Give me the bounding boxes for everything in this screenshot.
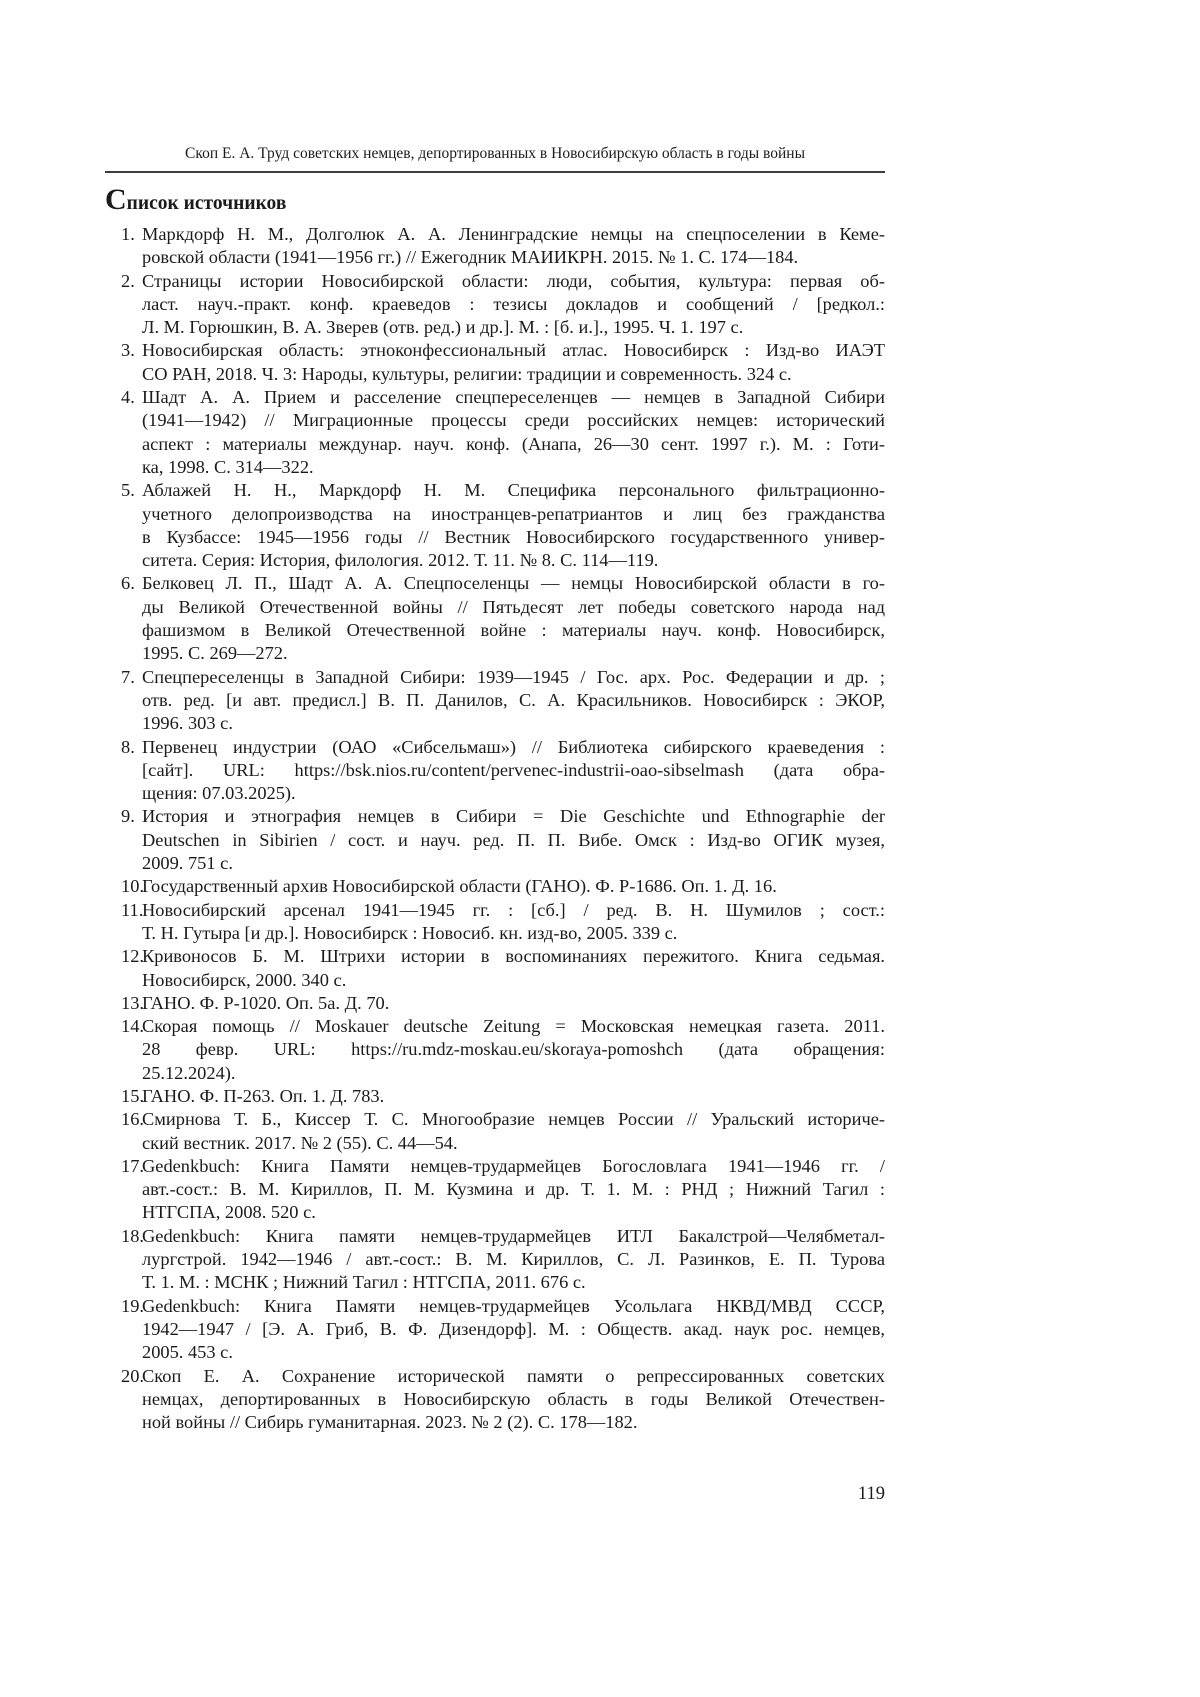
- reference-line: Новосибирский арсенал 1941—1945 гг. : [сб.] / ред. В. Н. Шумилов ; сост.:: [142, 899, 885, 920]
- reference-item: [105, 899, 885, 946]
- reference-number: 18.: [121, 1225, 144, 1246]
- reference-line: 25.12.2024).: [142, 1062, 236, 1083]
- reference-item: [105, 223, 885, 270]
- reference-line: ГАНО. Ф. П-263. Оп. 1. Д. 783.: [142, 1085, 385, 1106]
- reference-item: [105, 992, 885, 1015]
- reference-number: 2.: [121, 270, 135, 291]
- reference-number: 10.: [121, 876, 144, 897]
- reference-item: [105, 479, 885, 572]
- reference-line: 2005. 453 с.: [142, 1342, 233, 1363]
- reference-number: 20.: [121, 1365, 144, 1386]
- reference-line: Gedenkbuch: Книга Памяти немцев-трудармейцев Усольлага НКВД/МВД СССР,: [142, 1295, 885, 1316]
- reference-number: 1.: [121, 224, 135, 244]
- reference-item: [105, 572, 885, 665]
- reference-line: Новосибирская область: этноконфессиональный атлас. Новосибирск : Изд-во ИАЭТ: [142, 340, 885, 361]
- reference-line: ский вестник. 2017. № 2 (55). С. 44—54.: [142, 1132, 458, 1153]
- reference-number: 14.: [121, 1016, 144, 1037]
- reference-line: ситета. Серия: История, филология. 2012. Т. 11. № 8. С. 114—119.: [142, 550, 659, 571]
- reference-item: [105, 1108, 885, 1155]
- reference-line: Gedenkbuch: Книга Памяти немцев-трудармейцев Богословлага 1941—1946 гг. /: [142, 1155, 885, 1176]
- reference-item: [105, 1085, 885, 1108]
- reference-number: 13.: [121, 992, 144, 1013]
- reference-item: [105, 1365, 885, 1435]
- reference-line: ровской области (1941—1956 гг.) // Ежегодник МАИИКРН. 2015. № 1. С. 174—184.: [142, 247, 799, 268]
- reference-number: 15.: [121, 1085, 144, 1106]
- reference-item: [105, 1295, 885, 1365]
- reference-line: Смирнова Т. Б., Киссер Т. С. Многообразие немцев России // Уральский историче-: [142, 1109, 885, 1130]
- reference-item: [105, 386, 885, 479]
- reference-item: [105, 805, 885, 875]
- reference-line: Т. 1. М. : МСНК ; Нижний Тагил : НТГСПА, 2011. 676 с.: [142, 1272, 586, 1293]
- reference-list: [105, 223, 885, 1434]
- reference-line: История и этнография немцев в Сибири = Die Geschichte und Ethnographie der: [142, 806, 885, 827]
- reference-line: щения: 07.03.2025).: [142, 783, 296, 804]
- reference-line: ка, 1998. С. 314—322.: [142, 456, 314, 477]
- reference-number: 19.: [121, 1295, 144, 1316]
- reference-item: [105, 736, 885, 806]
- section-title-rest: писок источников: [126, 193, 287, 214]
- reference-line: учетного делопроизводства на иностранцев-репатриантов и лиц без гражданства: [142, 503, 885, 524]
- reference-line: (1941—1942) // Миграционные процессы среди российских немцев: исторический: [142, 410, 885, 431]
- reference-number: 8.: [121, 736, 135, 757]
- reference-number: 9.: [121, 806, 135, 827]
- reference-line: СО РАН, 2018. Ч. 3: Народы, культуры, религии: традиции и современность. 324 с.: [142, 363, 792, 384]
- reference-line: ной войны // Сибирь гуманитарная. 2023. № 2 (2). С. 178—182.: [142, 1412, 638, 1433]
- running-header: Скоп Е. А. Труд советских немцев, депортированных в Новосибирскую область в годы войны: [105, 144, 885, 173]
- reference-line: 2009. 751 с.: [142, 853, 233, 874]
- reference-line: Белковец Л. П., Шадт А. А. Спецпоселенцы — немцы Новосибирской области в го-: [142, 573, 885, 594]
- reference-line: [сайт]. URL: https://bsk.nios.ru/content/pervenec-industrii-oao-sibselmash (дата обра-: [142, 759, 885, 780]
- reference-line: Аблажей Н. Н., Маркдорф Н. М. Специфика персонального фильтрационно-: [142, 480, 885, 501]
- reference-number: 17.: [121, 1155, 144, 1176]
- reference-number: 16.: [121, 1109, 144, 1130]
- reference-item: [105, 1015, 885, 1085]
- reference-line: ды Великой Отечественной войны // Пятьдесят лет победы советского народа над: [142, 596, 885, 617]
- reference-item: [105, 666, 885, 736]
- reference-line: 1995. С. 269—272.: [142, 643, 288, 664]
- reference-line: Л. М. Горюшкин, В. А. Зверев (отв. ред.) и др.]. М. : [б. и.]., 1995. Ч. 1. 197 с.: [142, 317, 744, 338]
- reference-line: лургстрой. 1942—1946 / авт.-сост.: В. М. Кириллов, С. Л. Разинков, Е. П. Турова: [142, 1249, 885, 1270]
- reference-number: 5.: [121, 480, 135, 501]
- reference-line: 1942—1947 / [Э. А. Гриб, В. Ф. Дизендорф]. М. : Обществ. акад. наук рос. немцев,: [142, 1318, 885, 1339]
- reference-number: 6.: [121, 573, 135, 594]
- reference-line: Т. Н. Гутыра [и др.]. Новосибирск : Новосиб. кн. изд-во, 2005. 339 с.: [142, 922, 678, 943]
- reference-line: Deutschen in Sibirien / сост. и науч. ред. П. П. Вибе. Омск : Изд-во ОГИК музея,: [142, 829, 885, 850]
- reference-line: Маркдорф Н. М., Долголюк А. А. Ленинградские немцы на спецпоселении в Кеме-: [142, 224, 885, 244]
- reference-line: Государственный архив Новосибирской области (ГАНО). Ф. Р-1686. Оп. 1. Д. 16.: [142, 876, 777, 897]
- reference-number: 7.: [121, 666, 135, 687]
- reference-line: Скоп Е. А. Сохранение исторической памяти о репрессированных советских: [142, 1365, 885, 1386]
- reference-number: 11.: [121, 899, 144, 920]
- reference-item: [105, 945, 885, 992]
- page-number: 119: [857, 1484, 885, 1504]
- reference-line: Gedenkbuch: Книга памяти немцев-трудармейцев ИТЛ Бакалстрой—Челябметал-: [142, 1225, 885, 1246]
- page-content: [105, 0, 885, 1434]
- reference-line: Первенец индустрии (ОАО «Сибсельмаш») // Библиотека сибирского краеведения :: [142, 736, 885, 757]
- reference-line: аспект : материалы междунар. науч. конф. (Анапа, 26—30 сент. 1997 г.). М. : Готи-: [142, 433, 885, 454]
- reference-number: 4.: [121, 387, 135, 408]
- reference-item: [105, 339, 885, 386]
- reference-line: Скорая помощь // Moskauer deutsche Zeitung = Московская немецкая газета. 2011.: [142, 1016, 885, 1037]
- reference-number: 12.: [121, 946, 144, 967]
- reference-line: ГАНО. Ф. Р-1020. Оп. 5а. Д. 70.: [142, 992, 390, 1013]
- reference-line: авт.-сост.: В. М. Кириллов, П. М. Кузмина и др. Т. 1. М. : РНД ; Нижний Тагил :: [142, 1179, 885, 1200]
- reference-line: НТГСПА, 2008. 520 с.: [142, 1202, 316, 1223]
- reference-line: немцах, депортированных в Новосибирскую область в годы Великой Отечествен-: [142, 1388, 885, 1409]
- section-title-initial: С: [105, 183, 127, 216]
- reference-number: 3.: [121, 340, 135, 361]
- section-title: [105, 182, 885, 218]
- reference-line: отв. ред. [и авт. предисл.] В. П. Данилов, С. А. Красильников. Новосибирск : ЭКОР,: [142, 689, 885, 710]
- reference-line: фашизмом в Великой Отечественной войне : материалы науч. конф. Новосибирск,: [142, 620, 885, 641]
- reference-line: ласт. науч.-практ. конф. краеведов : тезисы докладов и сообщений / [редкол.:: [142, 293, 885, 314]
- reference-line: в Кузбассе: 1945—1956 годы // Вестник Новосибирского государственного универ-: [142, 526, 885, 547]
- reference-item: [105, 270, 885, 340]
- reference-line: Кривоносов Б. М. Штрихи истории в воспоминаниях пережитого. Книга седьмая.: [142, 946, 885, 967]
- reference-line: 1996. 303 с.: [142, 713, 233, 734]
- reference-line: 28 февр. URL: https://ru.mdz-moskau.eu/skoraya-pomoshch (дата обращения:: [142, 1039, 885, 1060]
- reference-line: Новосибирск, 2000. 340 с.: [142, 969, 347, 990]
- reference-item: [105, 1155, 885, 1225]
- reference-item: [105, 1225, 885, 1295]
- reference-line: Шадт А. А. Прием и расселение спецпереселенцев — немцев в Западной Сибири: [142, 387, 885, 408]
- reference-item: [105, 875, 885, 898]
- reference-line: Спецпереселенцы в Западной Сибири: 1939—1945 / Гос. арх. Рос. Федерации и др. ;: [142, 666, 885, 687]
- reference-line: Страницы истории Новосибирской области: люди, события, культура: первая об-: [142, 270, 885, 291]
